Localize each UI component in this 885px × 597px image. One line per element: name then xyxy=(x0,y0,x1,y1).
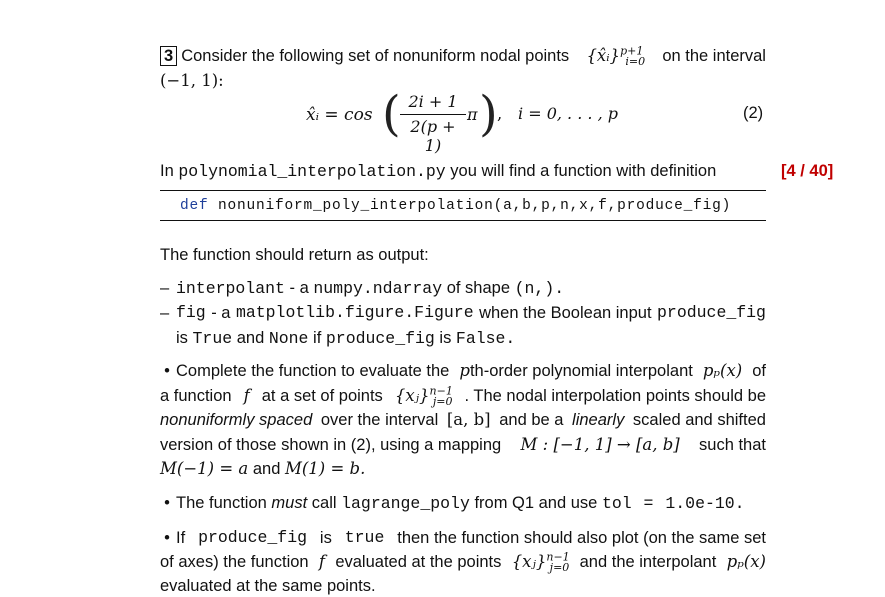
output-type-ndarray: numpy.ndarray xyxy=(313,279,443,298)
output-item-1-dash: – xyxy=(160,279,170,297)
file-line-suffix: you will find a function with definition xyxy=(450,162,717,180)
question-number: 3 xyxy=(160,46,177,66)
intro-set: {x̂ᵢ}$^{p+1}_{i=0}$ xyxy=(586,44,646,69)
output-item-1: interpolant - a numpy.ndarray of shape (n,). xyxy=(176,279,565,298)
fraction-numerator: 2i + 1 xyxy=(408,92,458,111)
question-number-box xyxy=(160,45,569,67)
interval-text: (−1, 1): xyxy=(160,71,224,90)
bullet-1-line-3: nonuniformly spaced over the interval [a, b] and be a linearly scaled and shifted xyxy=(160,410,766,429)
fraction-bar xyxy=(400,114,466,115)
pi-symbol: π xyxy=(467,105,478,124)
left-paren: ( xyxy=(382,86,401,142)
bullet-3-line-1: If produce_fig is true then the function should also plot (on the same set xyxy=(176,528,766,547)
bullet-3-dot: • xyxy=(164,529,170,547)
intro-lead: Consider the following set of nonuniform nodal points xyxy=(181,47,570,65)
fraction-denominator: 2(p + 1) xyxy=(410,117,456,155)
output-item-2-dash: – xyxy=(160,304,170,322)
output-item-2-line-1: fig - a matplotlib.figure.Figure when the Boolean input produce_fig xyxy=(176,303,766,322)
bullet-3-line-2: of axes) the function f evaluated at the points {xⱼ}$^{n-1}_{j=0}$ and the interpolant pₚ(x) xyxy=(160,550,766,575)
marks-label: [4 / 40] xyxy=(781,162,834,180)
code-bottom-rule xyxy=(160,220,766,221)
bullet-1-line-4: version of those shown in (2), using a mapping M : [−1, 1] → [a, b] such that xyxy=(160,435,766,454)
bullet-1-dot: • xyxy=(164,362,170,380)
file-line xyxy=(160,160,766,183)
bullet-1-line-1: Complete the function to evaluate the pth-order polynomial interpolant pₚ(x) of xyxy=(176,361,766,380)
equation-lhs: x̂ᵢ = cos xyxy=(306,105,373,125)
bullet-2-dot: • xyxy=(164,494,170,512)
file-line-prefix: In xyxy=(160,162,174,180)
code-top-rule xyxy=(160,190,766,191)
bullet-1-line-5: M(−1) = a and M(1) = b. xyxy=(160,459,366,478)
code-keyword: def xyxy=(180,198,209,214)
file-name: polynomial_interpolation.py xyxy=(178,162,446,181)
right-paren: ) xyxy=(479,86,498,142)
output-name-fig: fig xyxy=(176,303,206,322)
code-signature: nonuniform_poly_interpolation(a,b,p,n,x,f,produce_fig) xyxy=(218,198,732,214)
output-intro: The function should return as output: xyxy=(160,246,429,264)
equation-range: i = 0, . . . , p xyxy=(518,104,618,123)
code-definition xyxy=(180,196,731,216)
bullet-3-line-3: evaluated at the same points. xyxy=(160,577,376,595)
output-shape: (n,). xyxy=(514,279,565,298)
intro-tail: on the interval xyxy=(662,47,766,65)
bullet-2-line: The function must call lagrange_poly from Q1 and use tol = 1.0e-10. xyxy=(176,494,745,513)
output-name-interpolant: interpolant xyxy=(176,279,285,298)
question-intro-line xyxy=(160,45,766,67)
output-type-figure: matplotlib.figure.Figure xyxy=(235,303,474,322)
equation-comma: , xyxy=(497,104,503,123)
output-item-2-line-2: is True and None if produce_fig is False. xyxy=(176,329,516,348)
equation-number: (2) xyxy=(743,104,764,122)
bullet-1-line-2: a function f at a set of points {xⱼ}$^{n-1}_{j=0}$ . The nodal interpolation points should be xyxy=(160,384,766,409)
